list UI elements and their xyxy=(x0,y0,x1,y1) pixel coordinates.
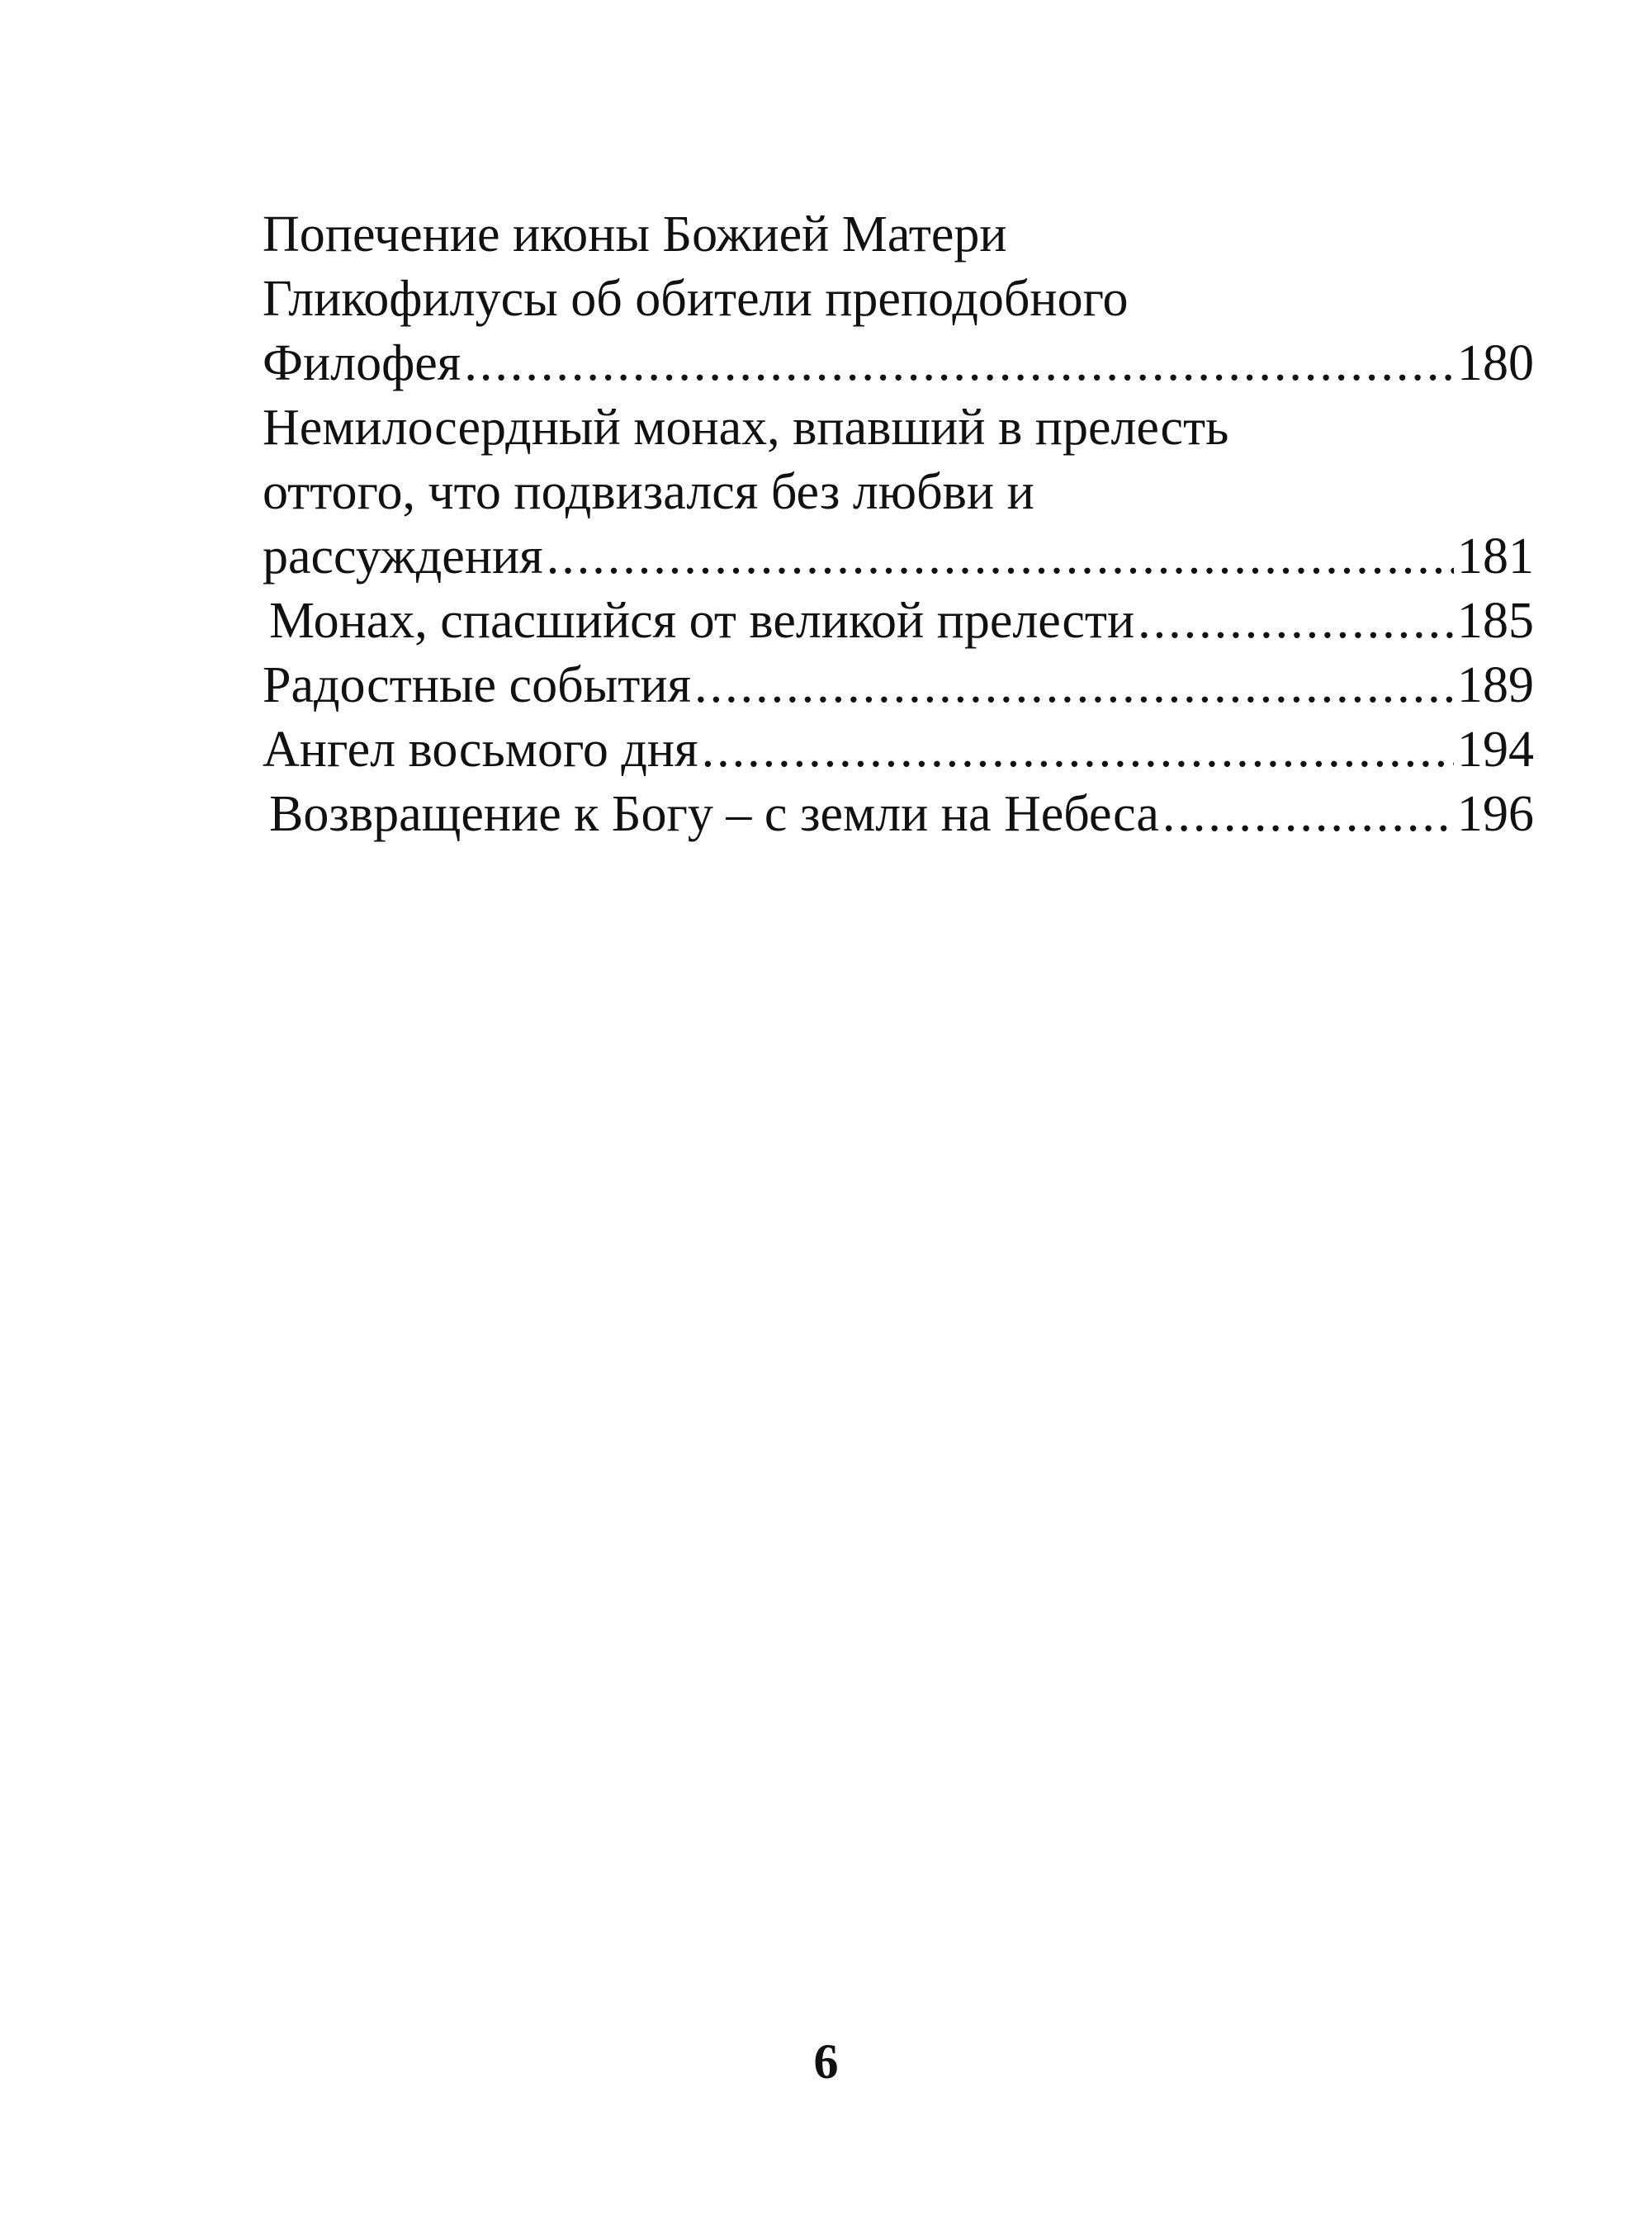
toc-entry-last-line xyxy=(263,589,1534,653)
toc-entry-last-line xyxy=(263,524,1534,589)
dot-leader xyxy=(694,653,1454,717)
dot-leader xyxy=(1138,589,1454,653)
toc-entry-page: 196 xyxy=(1457,786,1534,842)
toc-entry xyxy=(263,589,1534,653)
toc-entry-title-line: Попечение иконы Божией Матери xyxy=(263,206,1007,263)
table-of-contents xyxy=(263,202,1534,846)
toc-entry xyxy=(263,202,1534,395)
toc-entry-page: 189 xyxy=(1457,657,1534,713)
toc-entry-title: Филофея xyxy=(263,335,462,391)
toc-entry-page: 194 xyxy=(1457,722,1534,778)
toc-entry xyxy=(263,717,1534,782)
toc-entry-last-line xyxy=(263,653,1534,717)
toc-entry-title: Монах, спасшийся от великой прелести xyxy=(269,593,1135,649)
dot-leader xyxy=(1162,782,1454,846)
toc-entry-title: рассуждения xyxy=(263,528,543,585)
toc-entry-page: 185 xyxy=(1457,593,1534,649)
toc-entry xyxy=(263,395,1534,589)
dot-leader xyxy=(702,717,1454,782)
toc-entry-last-line xyxy=(263,782,1534,846)
toc-entry-title: Возвращение к Богу – с земли на Небеса xyxy=(269,786,1159,842)
toc-entry-last-line xyxy=(263,717,1534,782)
toc-entry-page: 180 xyxy=(1457,335,1534,391)
toc-entry-title: Радостные события xyxy=(263,657,692,713)
toc-entry xyxy=(263,653,1534,717)
toc-entry-title-line: Гликофилусы об обители преподобного xyxy=(263,271,1129,327)
toc-entry-title: Ангел восьмого дня xyxy=(263,722,698,778)
toc-entry xyxy=(263,782,1534,846)
dot-leader xyxy=(547,524,1454,589)
page-number: 6 xyxy=(813,2034,839,2089)
toc-entry-page: 181 xyxy=(1457,528,1534,585)
toc-entry-title-line: Немилосердный монах, впавший в прелесть xyxy=(263,400,1229,456)
toc-entry-title-line: оттого, что подвизался без любви и xyxy=(263,464,1034,520)
toc-entry-last-line xyxy=(263,331,1534,395)
dot-leader xyxy=(464,331,1454,395)
